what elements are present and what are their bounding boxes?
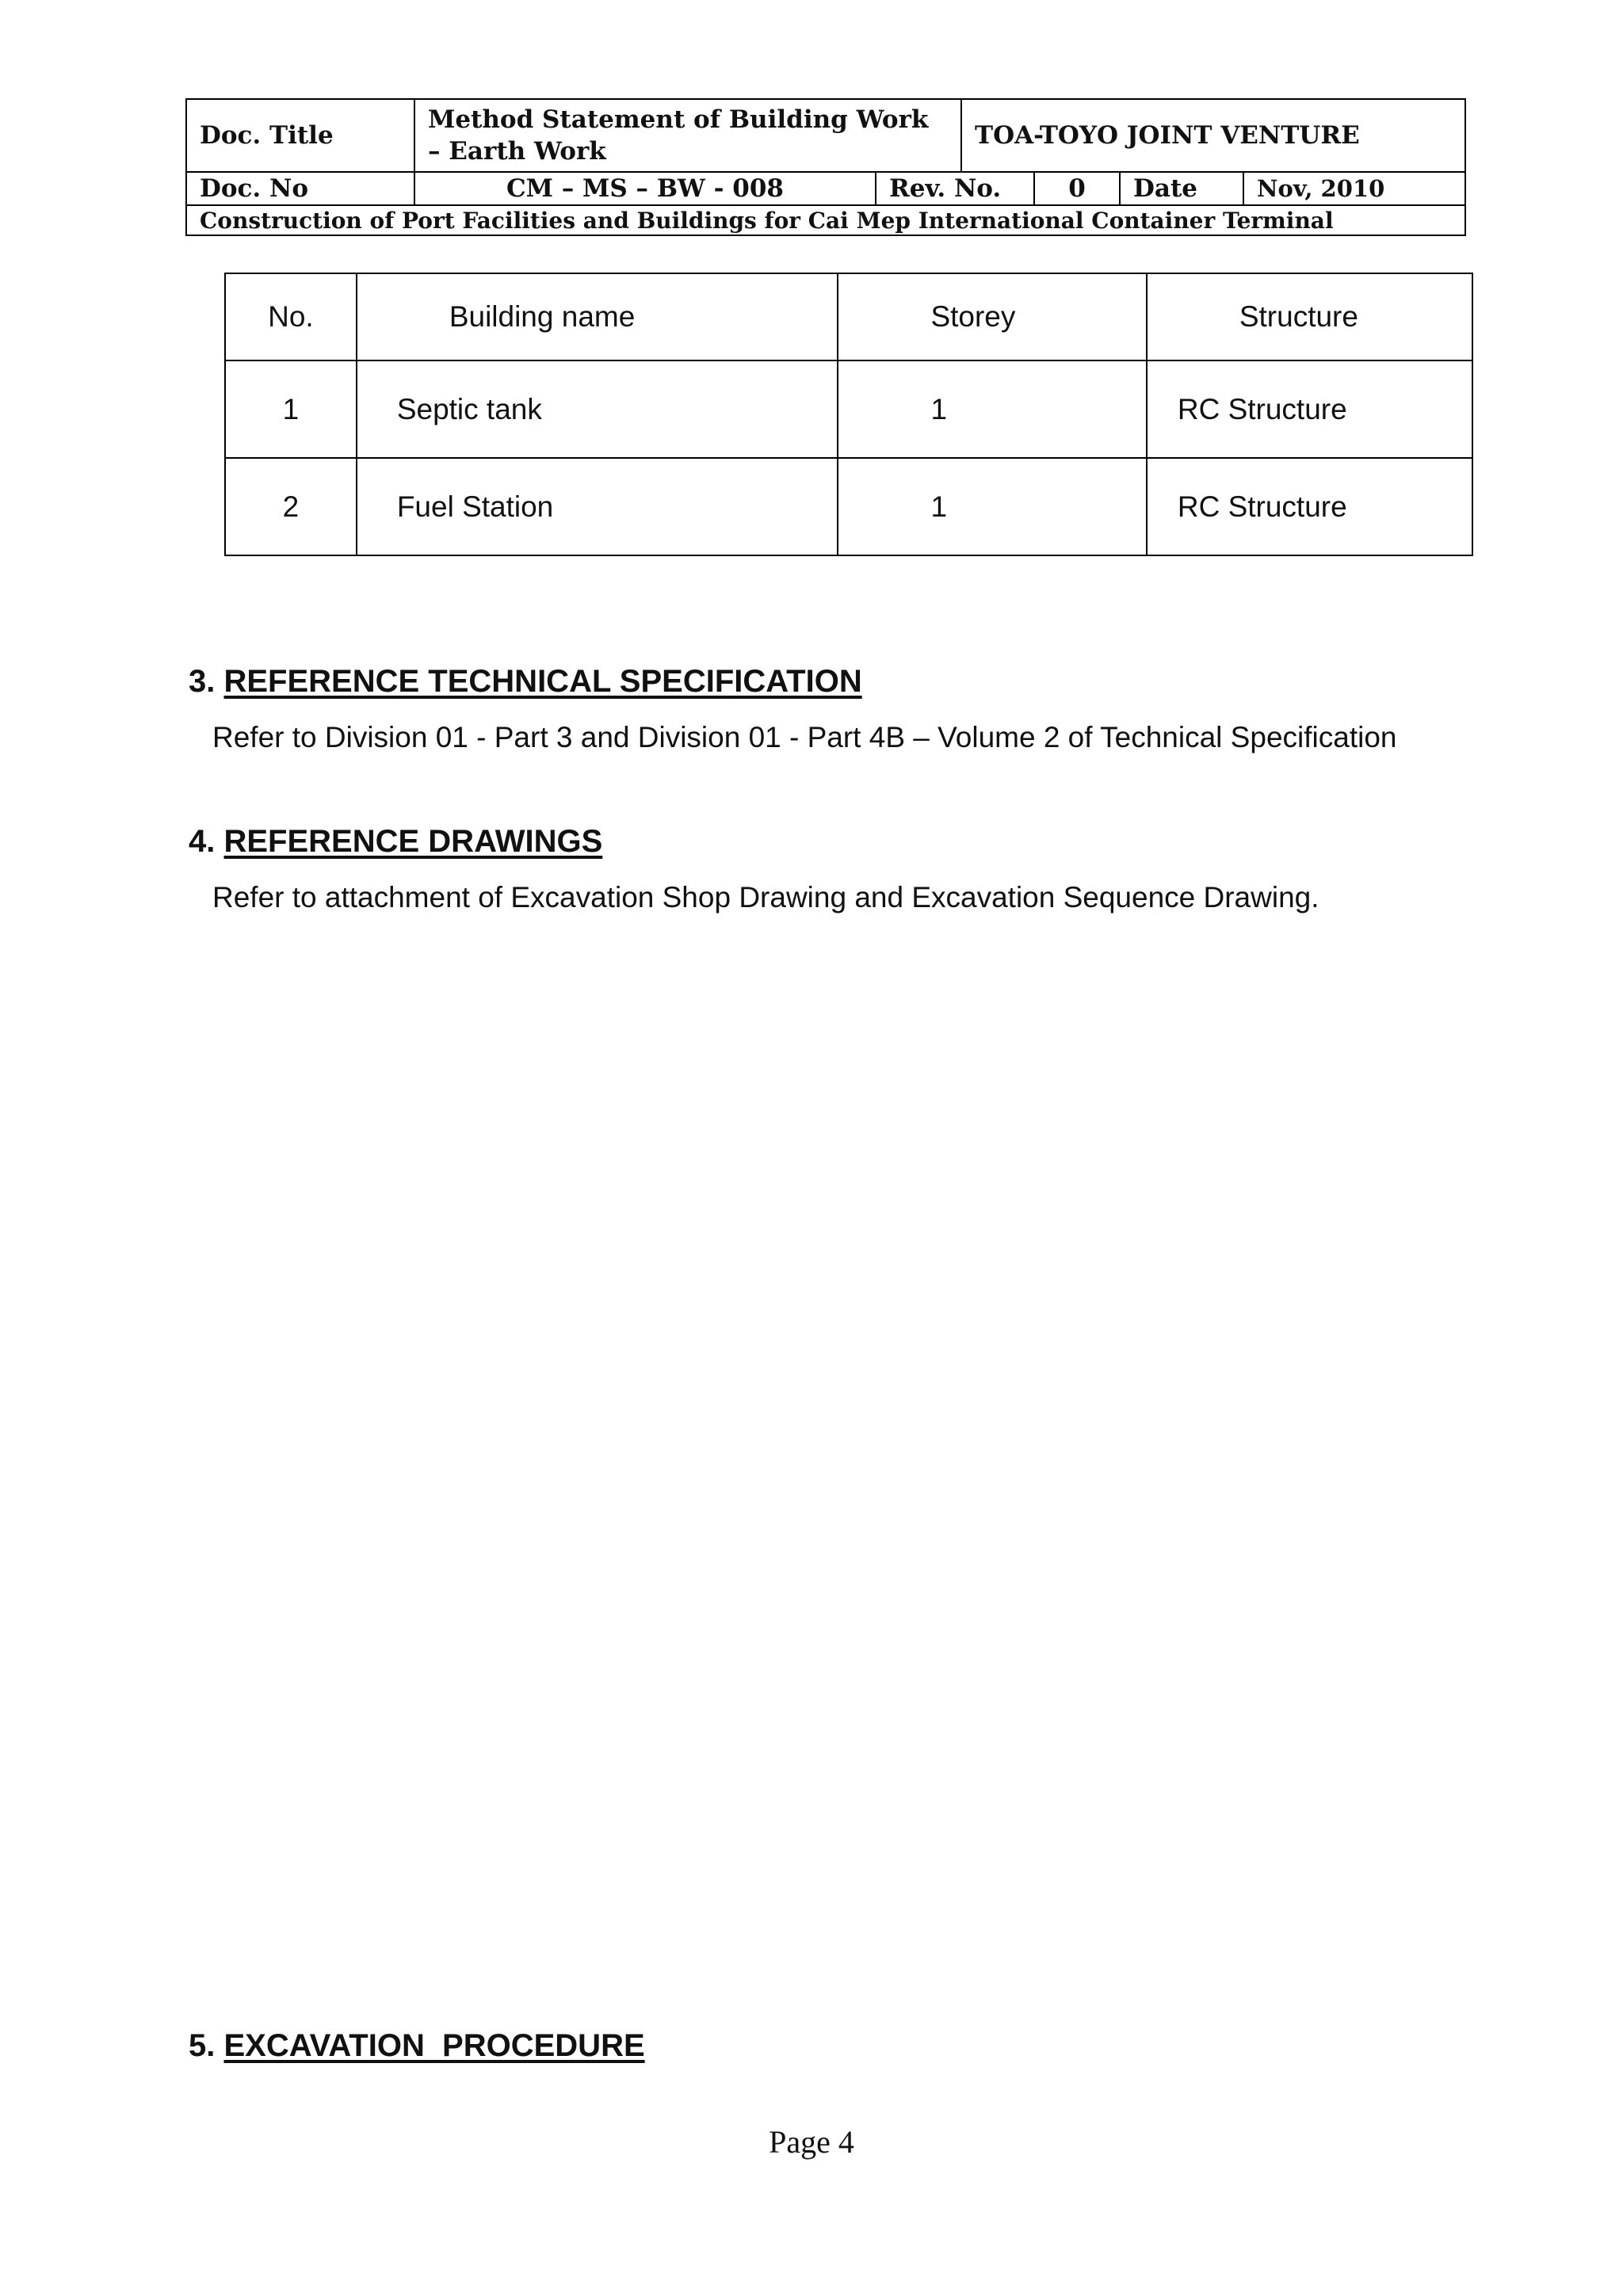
date-label: Date [1121,173,1244,204]
cell-no: 2 [225,458,357,555]
project-title: Construction of Port Facilities and Buildings for Cai Mep International Container Terminal [200,207,1334,234]
header-no: No. [225,273,357,360]
section-3-heading [189,664,862,700]
section-3-text: Refer to Division 01 - Part 3 and Division 01 - Part 4B – Volume 2 of Technical Specification [212,721,1397,753]
section-4-text: Refer to attachment of Excavation Shop Drawing and Excavation Sequence Drawing. [212,881,1319,913]
cell-no: 1 [225,360,357,458]
cell-storey: 1 [838,360,1146,458]
cell-structure: RC Structure [1147,360,1472,458]
document-header [185,98,1466,236]
table-header-row [225,273,1472,360]
doc-title-value [415,100,962,171]
cell-building-name: Septic tank [357,360,838,458]
header-row-project [185,204,1466,236]
section-4-heading [189,824,602,860]
cell-storey: 1 [838,458,1146,555]
doc-title-label: Doc. Title [187,100,415,171]
cell-structure: RC Structure [1147,458,1472,555]
company-name: TOA-TOYO JOINT VENTURE [975,121,1360,150]
rev-value: 0 [1035,173,1121,204]
section-3-number: 3. [189,664,216,699]
table-row [225,360,1472,458]
section-5-title: EXCAVATION PROCEDURE [223,2028,645,2063]
doc-title-line1: Method Statement of Building Work [428,105,929,134]
section-3-title: REFERENCE TECHNICAL SPECIFICATION [223,664,862,699]
cell-building-name: Fuel Station [357,458,838,555]
header-building-name: Building name [357,273,838,360]
doc-no-value: CM – MS – BW - 008 [415,173,876,204]
section-4-number: 4. [189,824,216,859]
header-row-docno [185,171,1466,204]
header-structure: Structure [1147,273,1472,360]
header-storey: Storey [838,273,1146,360]
doc-title-line2: – Earth Work [428,137,606,166]
table-row [225,458,1472,555]
rev-label: Rev. No. [876,173,1035,204]
doc-no-label: Doc. No [187,173,415,204]
section-5-number: 5. [189,2028,216,2063]
section-5-heading [189,2028,645,2064]
page-number: Page 4 [769,2124,854,2160]
date-value: Nov, 2010 [1257,175,1385,202]
header-row-title [185,98,1466,171]
section-4-title: REFERENCE DRAWINGS [223,824,603,859]
building-table [224,273,1473,556]
